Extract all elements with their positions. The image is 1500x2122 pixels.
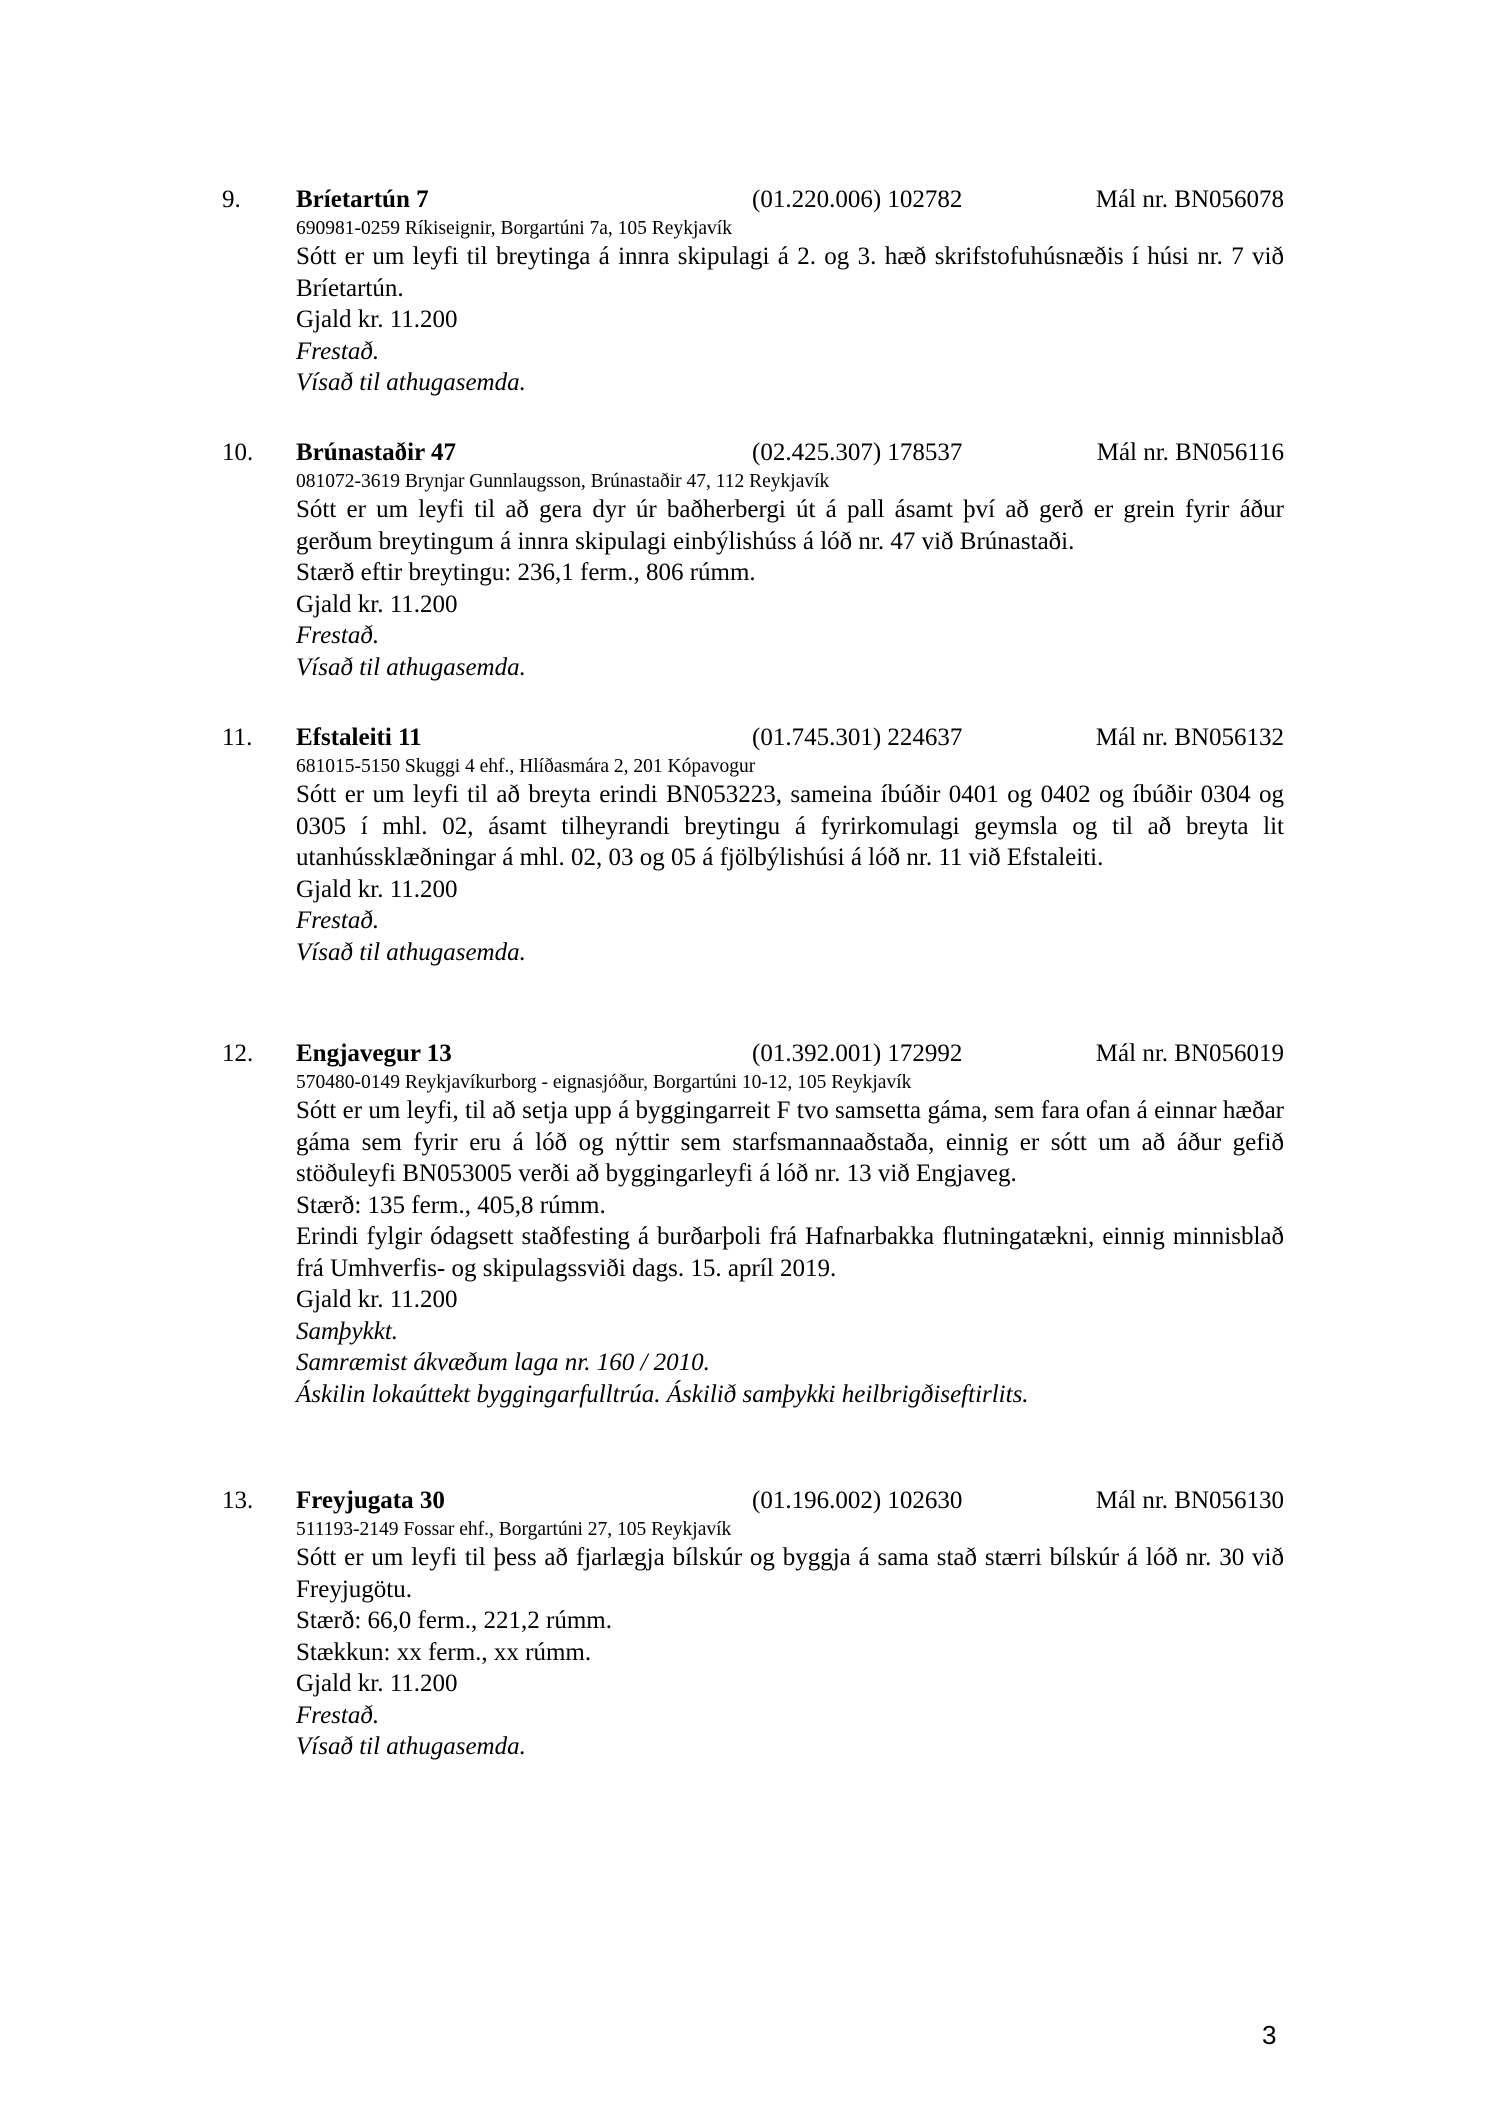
item-reference: (02.425.307) 178537 [752, 439, 963, 466]
item-owner: 081072-3619 Brynjar Gunnlaugsson, Brúnastaðir 47, 112 Reykjavík [296, 471, 830, 492]
case-header [222, 183, 1284, 217]
item-size: Stærð: 135 ferm., 405,8 rúmm. [296, 1191, 606, 1219]
item-reference: (01.196.002) 102630 [752, 1487, 963, 1514]
item-decision: Frestað. [296, 337, 380, 365]
case-item-13 [222, 1484, 1284, 1763]
item-case-number: Mál nr. BN056078 [1095, 186, 1284, 213]
case-item-10 [222, 436, 1284, 683]
case-content [296, 1071, 1284, 1410]
item-decision: Samþykkt. [296, 1317, 399, 1345]
item-decision: Samræmist ákvæðum laga nr. 160 / 2010. [296, 1349, 710, 1376]
page-number: 3 [1262, 2020, 1277, 2050]
item-size: Stærð: 66,0 ferm., 221,2 rúmm. [296, 1607, 612, 1634]
item-size: Stærð eftir breytingu: 236,1 ferm., 806 rúmm. [296, 559, 756, 586]
item-number: 9. [222, 186, 241, 213]
item-reference: (01.745.301) 224637 [752, 724, 963, 751]
item-decision: Vísað til athugasemda. [296, 369, 526, 396]
item-reference: (01.392.001) 172992 [752, 1040, 963, 1067]
item-address: Bríetartún 7 [296, 186, 429, 213]
item-decision: Frestað. [296, 622, 380, 649]
item-expansion: Stækkun: xx ferm., xx rúmm. [296, 1638, 592, 1666]
item-owner: 690981-0259 Ríkiseignir, Borgartúni 7a, 105 Reykjavík [296, 218, 732, 239]
case-item-12 [222, 1037, 1284, 1410]
item-description: Sótt er um leyfi til að gera dyr úr baðherbergi út á pall ásamt því að gerð er grein fyrir áður gerðum breytingum á innra skipulagi einbýlishúss á lóð nr. 47 við Brúnastaði. [296, 496, 1284, 555]
item-number: 12. [222, 1040, 254, 1067]
item-decision: Áskilin lokaúttekt byggingarfulltrúa. Áskilið samþykki heilbrigðiseftirlits. [296, 1380, 1029, 1408]
item-fee: Gjald kr. 11.200 [296, 875, 458, 903]
item-fee: Gjald kr. 11.200 [296, 590, 458, 618]
item-address: Engjavegur 13 [296, 1040, 452, 1067]
item-decision: Frestað. [296, 907, 380, 934]
item-note: Erindi fylgir ódagsett staðfesting á burðarþoli frá Hafnarbakka flutningatækni, einnig minnisblað frá Umhverfis- og skipulagssviði dags. 15. apríl 2019. [296, 1223, 1284, 1282]
case-item-9 [222, 183, 1284, 399]
case-item-11 [222, 721, 1284, 968]
item-case-number: Mál nr. BN056116 [1096, 439, 1284, 466]
item-address: Freyjugata 30 [296, 1487, 445, 1514]
item-case-number: Mál nr. BN056130 [1095, 1487, 1284, 1514]
item-reference: (01.220.006) 102782 [752, 186, 963, 213]
item-description: Sótt er um leyfi til þess að fjarlægja bílskúr og byggja á sama stað stærri bílskúr á lóð nr. 30 við Freyjugötu. [296, 1544, 1284, 1603]
item-decision: Vísað til athugasemda. [296, 1733, 526, 1760]
item-address: Efstaleiti 11 [296, 724, 422, 751]
item-fee: Gjald kr. 11.200 [296, 1670, 458, 1697]
case-header [222, 721, 1284, 755]
item-owner: 570480-0149 Reykjavíkurborg - eignasjóður, Borgartúni 10-12, 105 Reykjavík [296, 1072, 912, 1093]
item-decision: Vísað til athugasemda. [296, 938, 526, 966]
item-fee: Gjald kr. 11.200 [296, 306, 458, 333]
case-content [296, 217, 1284, 399]
item-description: Sótt er um leyfi til breytinga á innra skipulagi á 2. og 3. hæð skrifstofuhúsnæðis í húsi nr. 7 við Bríetartún. [296, 243, 1284, 302]
item-description: Sótt er um leyfi, til að setja upp á byggingarreit F tvo samsetta gáma, sem fara ofan á einnar hæðar gáma sem fyrir eru á lóð og nýttir sem starfsmannaaðstaða, einnig er sótt um að áður gefið stöðuleyfi BN053005 verði að byggingarleyfi á lóð nr. 13 við Engjaveg. [296, 1097, 1284, 1187]
item-number: 10. [222, 439, 254, 466]
item-owner: 681015-5150 Skuggi 4 ehf., Hlíðasmára 2, 201 Kópavogur [296, 756, 756, 777]
item-decision: Vísað til athugasemda. [296, 653, 526, 681]
item-decision: Frestað. [296, 1701, 380, 1729]
case-header [222, 1037, 1284, 1071]
case-content [296, 755, 1284, 968]
case-content [296, 1518, 1284, 1763]
case-content [296, 470, 1284, 683]
item-number: 13. [222, 1487, 254, 1514]
case-header [222, 1484, 1284, 1518]
item-case-number: Mál nr. BN056019 [1095, 1040, 1284, 1067]
case-header [222, 436, 1284, 470]
item-number: 11. [222, 724, 253, 751]
item-owner: 511193-2149 Fossar ehf., Borgartúni 27, 105 Reykjavík [296, 1519, 732, 1540]
item-fee: Gjald kr. 11.200 [296, 1286, 458, 1313]
item-description: Sótt er um leyfi til að breyta erindi BN053223, sameina íbúðir 0401 og 0402 og íbúðir 0304 og 0305 í mhl. 02, ásamt tilheyrandi breytingu á fyrirkomulagi geymsla og til að breyta lit utanhússklæðningar á mhl. 02, 03 og 05 á fjölbýlishúsi á lóð nr. 11 við Efstaleiti. [296, 781, 1284, 871]
item-address: Brúnastaðir 47 [296, 439, 456, 466]
item-case-number: Mál nr. BN056132 [1095, 724, 1284, 751]
